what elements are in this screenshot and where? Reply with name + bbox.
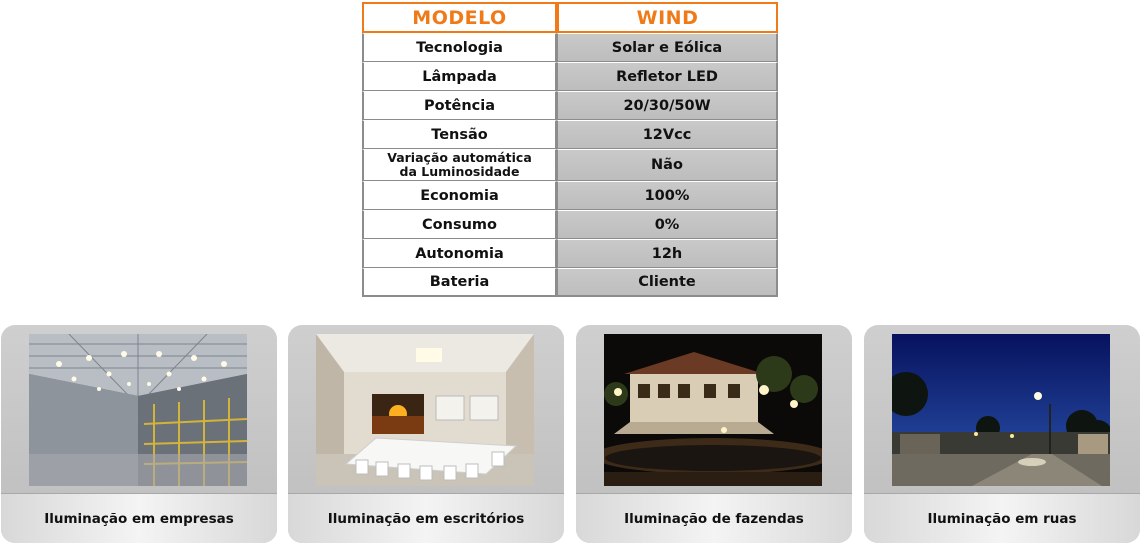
spec-label: Consumo bbox=[362, 210, 557, 239]
spec-label: Tecnologia bbox=[362, 33, 557, 62]
spec-value: Não bbox=[557, 149, 778, 181]
card-caption: Iluminação em ruas bbox=[864, 493, 1140, 543]
spec-header-row bbox=[362, 2, 778, 33]
spec-row bbox=[362, 62, 778, 91]
spec-row bbox=[362, 210, 778, 239]
spec-value: 12Vcc bbox=[557, 120, 778, 149]
spec-label: Tensão bbox=[362, 120, 557, 149]
spec-label bbox=[362, 149, 557, 181]
spec-label: Potência bbox=[362, 91, 557, 120]
spec-value: Cliente bbox=[557, 268, 778, 297]
card-caption: Iluminação em empresas bbox=[1, 493, 277, 543]
spec-label-line1: Variação automática bbox=[387, 150, 532, 165]
spec-label: Bateria bbox=[362, 268, 557, 297]
spec-label: Economia bbox=[362, 181, 557, 210]
spec-value: 20/30/50W bbox=[557, 91, 778, 120]
spec-value: Refletor LED bbox=[557, 62, 778, 91]
spec-row bbox=[362, 91, 778, 120]
spec-row bbox=[362, 268, 778, 297]
spec-row bbox=[362, 33, 778, 62]
spec-value: 100% bbox=[557, 181, 778, 210]
spec-label-line2: da Luminosidade bbox=[399, 164, 520, 179]
spec-label: Lâmpada bbox=[362, 62, 557, 91]
card-fazendas bbox=[576, 325, 852, 543]
card-empresas bbox=[1, 325, 277, 543]
spec-value: 0% bbox=[557, 210, 778, 239]
card-caption: Iluminação em escritórios bbox=[288, 493, 564, 543]
spec-value: 12h bbox=[557, 239, 778, 268]
farm-photo bbox=[604, 334, 822, 486]
header-value: WIND bbox=[557, 2, 778, 33]
card-caption: Iluminação de fazendas bbox=[576, 493, 852, 543]
spec-value: Solar e Eólica bbox=[557, 33, 778, 62]
spec-row bbox=[362, 181, 778, 210]
spec-row bbox=[362, 239, 778, 268]
warehouse-photo bbox=[29, 334, 247, 486]
card-escritorios bbox=[288, 325, 564, 543]
spec-row bbox=[362, 120, 778, 149]
spec-row bbox=[362, 149, 778, 181]
spec-table bbox=[362, 2, 778, 297]
card-ruas bbox=[864, 325, 1140, 543]
street-photo bbox=[892, 334, 1110, 486]
header-label: MODELO bbox=[362, 2, 557, 33]
office-photo bbox=[316, 334, 534, 486]
spec-label: Autonomia bbox=[362, 239, 557, 268]
